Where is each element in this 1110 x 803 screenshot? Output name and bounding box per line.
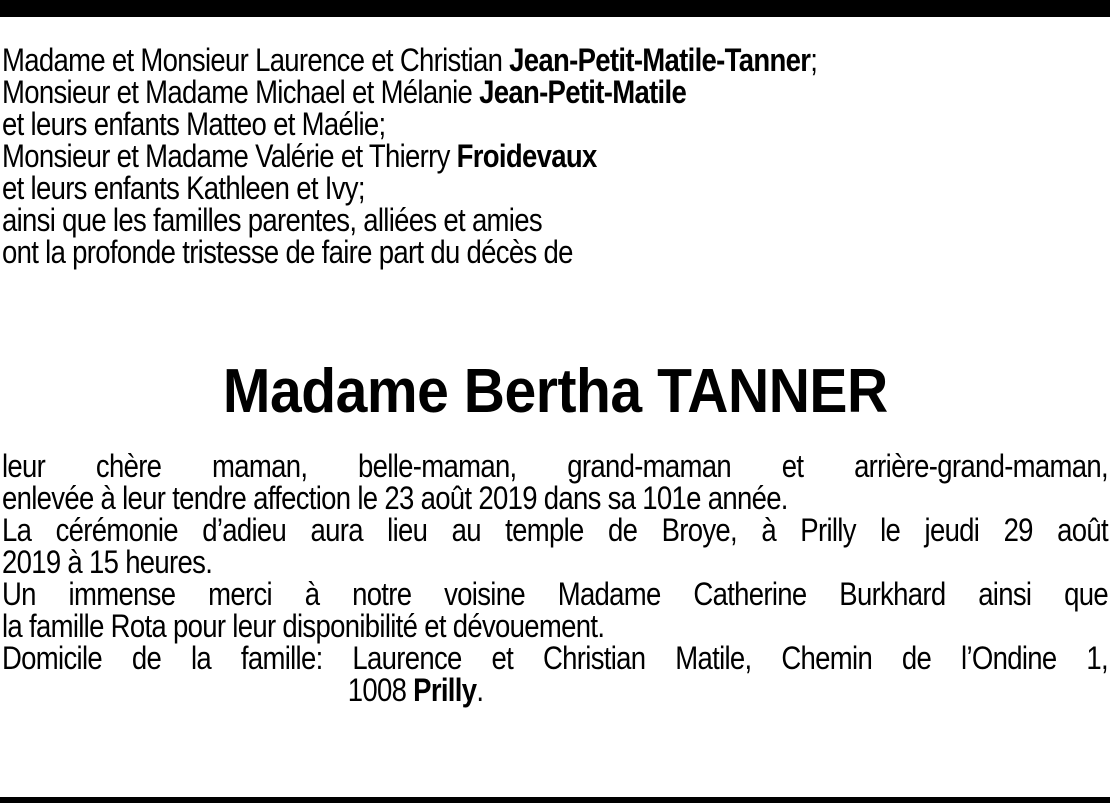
- body-line: La cérémonie d’adieu aura lieu au temple de Broye, à Prilly le jeudi 29 août: [2, 512, 1108, 548]
- intro-line: et leurs enfants Matteo et Maélie;: [2, 106, 386, 142]
- family-name: Jean-Petit-Matile: [479, 74, 687, 110]
- intro-line: ainsi que les familles parentes, alliées et amies: [2, 202, 542, 238]
- intro-line: [2, 44, 1108, 76]
- body-line: leur chère maman, belle-maman, grand-maman et arrière-grand-maman,: [2, 448, 1108, 484]
- announcement-intro: [2, 44, 1108, 268]
- body-line: 2019 à 15 heures.: [2, 544, 213, 580]
- family-name: Froidevaux: [456, 138, 597, 174]
- city-name: Prilly: [413, 672, 477, 708]
- punctuation: ;: [810, 42, 818, 78]
- family-name: Jean-Petit-Matile-Tanner: [509, 42, 811, 78]
- intro-line: et leurs enfants Kathleen et Ivy;: [2, 170, 365, 206]
- body-line: Un immense merci à notre voisine Madame Catherine Burkhard ainsi que: [2, 576, 1108, 612]
- intro-text: Monsieur et Madame Michael et Mélanie: [2, 74, 480, 110]
- top-rule: [0, 0, 1110, 17]
- announcement-body: [2, 450, 1108, 706]
- address-line: [2, 674, 1108, 706]
- body-line: Domicile de la famille: Laurence et Christian Matile, Chemin de l’Ondine 1,: [2, 640, 1108, 676]
- deceased-name-heading: [0, 357, 1110, 426]
- intro-text: Madame et Monsieur Laurence et Christian: [2, 42, 510, 78]
- intro-line: [2, 76, 1108, 108]
- punctuation: .: [476, 672, 484, 708]
- body-line: enlevée à leur tendre affection le 23 août 2019 dans sa 101e année.: [2, 480, 788, 516]
- postal-code: 1008: [347, 672, 414, 708]
- intro-line: [2, 140, 1108, 172]
- intro-line: ont la profonde tristesse de faire part du décès de: [2, 234, 573, 270]
- bottom-rule: [0, 797, 1110, 803]
- body-line: la famille Rota pour leur disponibilité et dévouement.: [2, 608, 605, 644]
- intro-text: Monsieur et Madame Valérie et Thierry: [2, 138, 457, 174]
- deceased-name: Madame Bertha TANNER: [222, 357, 888, 426]
